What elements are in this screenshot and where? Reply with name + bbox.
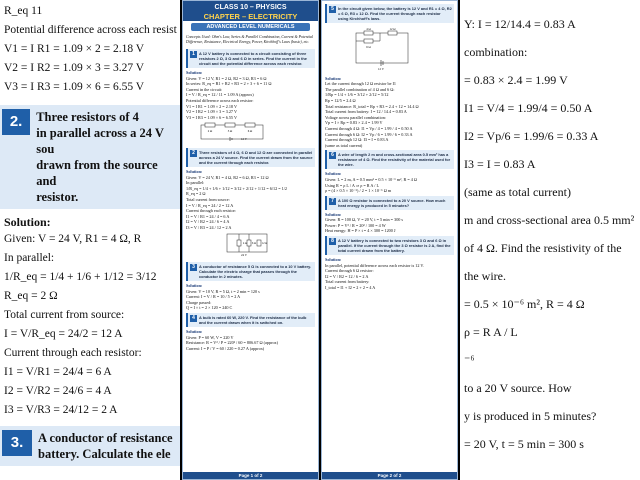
solution-line: Q = I × t = 2 × 120 = 240 C — [186, 305, 233, 311]
left-question-3 — [0, 426, 180, 466]
header-chapter: CHAPTER – ELECTRICITY — [203, 12, 298, 21]
solution-line: Given: V = 10 V, R = 5 Ω, t = 2 min = 120 s — [186, 288, 260, 294]
solution-line: I = V / R_eq = 24 / 2 = 12 A — [186, 202, 234, 208]
solution-line: R_eq = 2 Ω — [186, 191, 206, 197]
solution-line: Total current from source: — [186, 196, 230, 202]
solution-line: Current through 4 Ω: I1 = Vp / 4 = 1.99 / 4 = 0.50 A — [325, 125, 413, 131]
solution-line: Current: I = P / V = 60 / 220 = 0.27 A (approx) — [186, 345, 265, 351]
right-line: Y: I = 12/14.4 = 0.83 A — [464, 17, 576, 31]
q8-solution — [322, 263, 457, 291]
question-number: 2 — [190, 150, 197, 157]
solution-line: Voltage across parallel combination: — [325, 114, 386, 120]
solution-label: Solution: — [325, 75, 342, 81]
solution-line: I2 = V / R2 = 24 / 6 = 4 A — [186, 219, 230, 225]
left-q2-line: drawn from the source and — [36, 158, 158, 188]
solution-line: Current through 6 Ω: I2 = Vp / 6 = 1.99 / 6 = 0.33 A — [325, 131, 413, 137]
solution-line: Let the current through 12 Ω resistor be I1 — [325, 81, 397, 87]
question-number: 5 — [329, 6, 336, 13]
worksheet-page-1 — [182, 0, 319, 480]
right-line: y is produced in 5 minutes? — [464, 409, 597, 423]
circuit-label: 3 Ω — [227, 129, 233, 134]
left-line: V1 = I R1 = 1.09 × 2 = 2.18 V — [4, 43, 145, 55]
solution-line: I = V / R_eq = 12 / 11 = 1.09 A (approx) — [186, 92, 254, 98]
q3-solution — [183, 289, 318, 311]
question-5 — [325, 4, 454, 23]
question-text: A bulb is rated 60 W, 220 V. Find the resistance of the bulb and the current drawn when it is switched on. — [199, 315, 307, 326]
right-lines — [460, 0, 640, 458]
solution-line: V3 = I R3 = 1.09 × 6 = 6.55 V — [186, 114, 238, 120]
question-1 — [186, 49, 315, 68]
left-line: R_eq 11 — [4, 5, 43, 17]
left-solution-label: Solution: — [4, 215, 51, 229]
page-footer: Page 2 of 2 — [322, 472, 457, 479]
solution-line: In parallel, potential difference across each resistor is 12 V. — [325, 262, 424, 268]
kirchhoff-circuit-diagram — [352, 27, 412, 71]
right-line: ρ = R A / L — [464, 325, 518, 339]
solution-line: Current through 6 Ω resistor: — [325, 268, 374, 274]
subheader: ADVANCED LEVEL NUMERICALS — [191, 23, 310, 31]
left-line: Potential difference across each resist — [4, 24, 177, 36]
solution-line: Current through 12 Ω: I3 = I = 0.83 A — [325, 137, 389, 143]
right-line: of 4 Ω. Find the resistivity of the — [464, 241, 622, 255]
circuit-label: 6 Ω — [252, 242, 256, 246]
right-line: I2 = Vp/6 = 1.99/6 = 0.33 A — [464, 129, 599, 143]
solution-line: I2 = V / R2 = 12 / 6 = 2 A — [325, 273, 369, 279]
solution-line: Charge passed: — [186, 299, 212, 305]
left-q3-number: 3. — [2, 430, 32, 456]
question-text: A 100 Ω resistor is connected to a 20 V source. How much heat energy is produced in 5 minutes? — [338, 197, 446, 208]
question-text: A wire of length 2 m and cross-sectional area 0.5 mm² has a resistance of 4 Ω. Find the resistivity of the material used for the wire. — [338, 152, 451, 168]
solution-line: Total current from battery: — [325, 279, 370, 285]
left-q2-text — [36, 109, 176, 205]
question-number: 8 — [329, 238, 336, 245]
left-line: Given: V = 24 V, R1 = 4 Ω, R — [4, 233, 142, 245]
solution-label: Solution: — [325, 257, 342, 263]
right-line: m and cross-sectional area 0.5 mm² — [464, 213, 635, 227]
left-line: Current through each resistor: — [4, 347, 142, 359]
right-line: = 0.83 × 2.4 = 1.99 V — [464, 73, 568, 87]
left-q3-line: A conductor of resistance — [38, 431, 173, 445]
right-line: (same as total current) — [464, 185, 571, 199]
solution-line: 1/R_eq = 1/4 + 1/6 + 1/12 = 3/12 + 2/12 + 1/12 = 6/12 = 1/2 — [186, 185, 288, 191]
q4-solution — [183, 335, 318, 352]
solution-line: Given: L = 2 m, A = 0.5 mm² = 0.5 × 10⁻⁶ m², R = 4 Ω — [325, 176, 418, 182]
question-8 — [325, 236, 454, 255]
circuit-label: 6 Ω — [247, 129, 253, 134]
q2-solution — [183, 175, 318, 231]
solution-line: (same as total current) — [325, 142, 363, 148]
solution-line: Current in the circuit: — [186, 86, 223, 92]
solution-line: 1/Rp = 1/4 + 1/6 = 3/12 + 2/12 = 5/12 — [325, 92, 389, 98]
right-line: I1 = V/4 = 1.99/4 = 0.50 A — [464, 101, 593, 115]
right-line: the wire. — [464, 269, 506, 283]
left-line: I = V/R_eq = 24/2 = 12 A — [4, 328, 123, 340]
question-text: Three resistors of 4 Ω, 6 Ω and 12 Ω are connected in parallel across a 24 V source. Find the current drawn from the source and the current through each resistor. — [199, 149, 313, 165]
circuit-label: 4 Ω — [366, 27, 371, 31]
solution-label: Solution: — [186, 329, 203, 335]
q1-solution — [183, 76, 318, 121]
solution-line: Given: V = 24 V, R1 = 4 Ω, R2 = 6 Ω, R3 = 12 Ω — [186, 174, 269, 180]
solution-line: The parallel combination of 4 Ω and 6 Ω: — [325, 86, 395, 92]
q5-solution — [322, 81, 457, 148]
question-2 — [186, 148, 315, 167]
solution-line: In series: R_eq = R1 + R2 + R3 = 2 + 3 + 6 = 11 Ω — [186, 81, 272, 87]
solution-line: Potential difference across each resistor: — [186, 97, 254, 103]
left-question-2 — [0, 105, 180, 209]
solution-line: Given: R = 100 Ω, V = 20 V, t = 5 min = 300 s — [325, 217, 404, 223]
right-line: = 0.5 × 10⁻⁶ m², R = 4 Ω — [464, 297, 585, 311]
solution-line: V2 = I R2 = 1.09 × 3 = 3.27 V — [186, 109, 238, 115]
question-number: 4 — [190, 315, 197, 322]
solution-label: Solution: — [186, 70, 203, 75]
solution-line: Current through each resistor: — [186, 208, 237, 214]
solution-line: Using R = ρ L / A ⇒ ρ = R A / L — [325, 182, 380, 188]
circuit-label: 12 Ω — [389, 27, 396, 31]
left-q2-line: resistor. — [36, 190, 79, 204]
solution-label: Solution: — [325, 171, 342, 177]
right-line: I3 = I = 0.83 A — [464, 157, 536, 171]
solution-line: V1 = I R1 = 1.09 × 2 = 2.18 V — [186, 103, 238, 109]
circuit-label: 12 V — [241, 137, 247, 142]
left-zoom-panel — [0, 0, 180, 480]
left-top-lines — [0, 0, 180, 97]
solution-line: Resistance: R = V² / P = 220² / 60 = 806.67 Ω (approx) — [186, 340, 279, 346]
question-number: 6 — [329, 152, 336, 159]
left-q3-line: battery. Calculate the ele — [38, 447, 171, 461]
parallel-circuit-diagram — [223, 232, 273, 256]
right-line: = 20 V, t = 5 min = 300 s — [464, 437, 584, 451]
header-title: CLASS 10 – PHYSICS — [214, 4, 287, 11]
question-text: In the circuit given below, the battery is 12 V and R1 = 4 Ω, R2 = 6 Ω, R3 = 12 Ω. Find the current through each resistor using Kirchhoff's laws. — [338, 6, 452, 21]
right-line: ⁻⁶ — [464, 353, 475, 367]
solution-label: Solution: — [186, 283, 203, 289]
solution-line: In parallel: — [186, 180, 205, 186]
left-line: R_eq = 2 Ω — [4, 290, 58, 302]
question-text: A conductor of resistance 5 Ω is connected to a 10 V battery. Calculate the electric charge that passes through the conductor in 2 minutes. — [199, 264, 312, 280]
left-q3-text — [38, 430, 173, 462]
circuit-label: 4 Ω — [243, 242, 247, 246]
solution-line: I_total = I1 + I2 = 2 + 2 = 4 A — [325, 285, 376, 291]
solution-line: Power: P = V² / R = 20² / 100 = 4 W — [325, 222, 386, 228]
solution-line: I3 = V / R3 = 24 / 12 = 2 A — [186, 224, 232, 230]
left-line: Total current from source: — [4, 309, 125, 321]
solution-line: Total resistance: R_total = Rp + R3 = 2.4 + 12 = 14.4 Ω — [325, 103, 419, 109]
left-line: I3 = V/R3 = 24/12 = 2 A — [4, 404, 118, 416]
question-number: 7 — [329, 198, 336, 205]
solution-line: Given: V = 12 V, R1 = 2 Ω, R2 = 3 Ω, R3 = 6 Ω — [186, 75, 267, 81]
solution-line: I1 = V / R1 = 24 / 4 = 6 A — [186, 213, 230, 219]
left-q2-line: Three resistors of 4 — [36, 110, 139, 124]
right-zoom-panel — [460, 0, 640, 480]
left-line: 1/R_eq = 1/4 + 1/6 + 1/12 = 3/12 — [4, 271, 157, 283]
solution-line: Heat energy: H = P × t = 4 × 300 = 1200 J — [325, 228, 396, 234]
question-text: A 12 V battery is connected to a circuit consisting of three resistors 2 Ω, 3 Ω and 6 Ω in series. Find the current in the circuit and the potential difference across each resistor. — [199, 51, 307, 66]
left-q2-line: in parallel across a 24 V sou — [36, 126, 164, 156]
solution-line: Rp = 12/5 = 2.4 Ω — [325, 97, 356, 103]
question-6 — [325, 150, 454, 169]
circuit-label: 24 V — [241, 253, 247, 257]
circuit-label: 12 V — [378, 67, 384, 71]
solution-line: Current: I = V / R = 10 / 5 = 2 A — [186, 294, 241, 300]
left-q2-number: 2. — [2, 109, 30, 135]
left-line: V2 = I R2 = 1.09 × 3 = 3.27 V — [4, 62, 145, 74]
series-circuit-diagram — [197, 122, 267, 142]
q7-solution — [322, 217, 457, 234]
question-7 — [325, 196, 454, 210]
page-header — [183, 1, 318, 21]
question-3 — [186, 262, 315, 281]
solution-line: Given: P = 60 W, V = 220 V — [186, 334, 234, 340]
left-line: I2 = V/R2 = 24/6 = 4 A — [4, 385, 112, 397]
solution-line: Total current from battery: I = 12 / 14.4 = 0.83 A — [325, 109, 407, 115]
circuit-label: 6 Ω — [366, 45, 371, 49]
page-footer: Page 1 of 2 — [183, 472, 318, 479]
solution-label: Solution: — [325, 211, 342, 217]
solution-label: Solution: — [186, 168, 203, 174]
circuit-label: 12 Ω — [262, 242, 268, 246]
question-number: 1 — [190, 51, 197, 58]
left-line: I1 = V/R1 = 24/4 = 6 A — [4, 366, 112, 378]
question-number: 3 — [190, 264, 197, 271]
right-line: to a 20 V source. How — [464, 381, 572, 395]
question-4 — [186, 313, 315, 327]
q6-solution — [322, 177, 457, 194]
solution-line: Vp = I × Rp = 0.83 × 2.4 = 1.99 V — [325, 120, 383, 126]
solution-line: ρ = (4 × 0.5 × 10⁻⁶) / 2 = 1 × 10⁻⁶ Ω m — [325, 188, 392, 194]
question-text: A 12 V battery is connected to two resistors 3 Ω and 6 Ω in parallel. If the current through the 3 Ω resistor is 2 A, find the total current drawn from the battery. — [338, 238, 451, 254]
circuit-label: 2 Ω — [207, 129, 213, 134]
left-line: V3 = I R3 = 1.09 × 6 = 6.55 V — [4, 81, 145, 93]
left-line: In parallel: — [4, 252, 55, 264]
worksheet-page-2 — [321, 0, 458, 480]
left-bottom-lines — [0, 230, 180, 420]
concepts-used: Concepts Used: Ohm's Law, Series & Parallel Combination, Current & Potential Difference, Resistance, Electrical Energy, Power, Kirchhoff's Laws (basic), etc. — [186, 35, 313, 44]
right-line: combination: — [464, 45, 528, 59]
